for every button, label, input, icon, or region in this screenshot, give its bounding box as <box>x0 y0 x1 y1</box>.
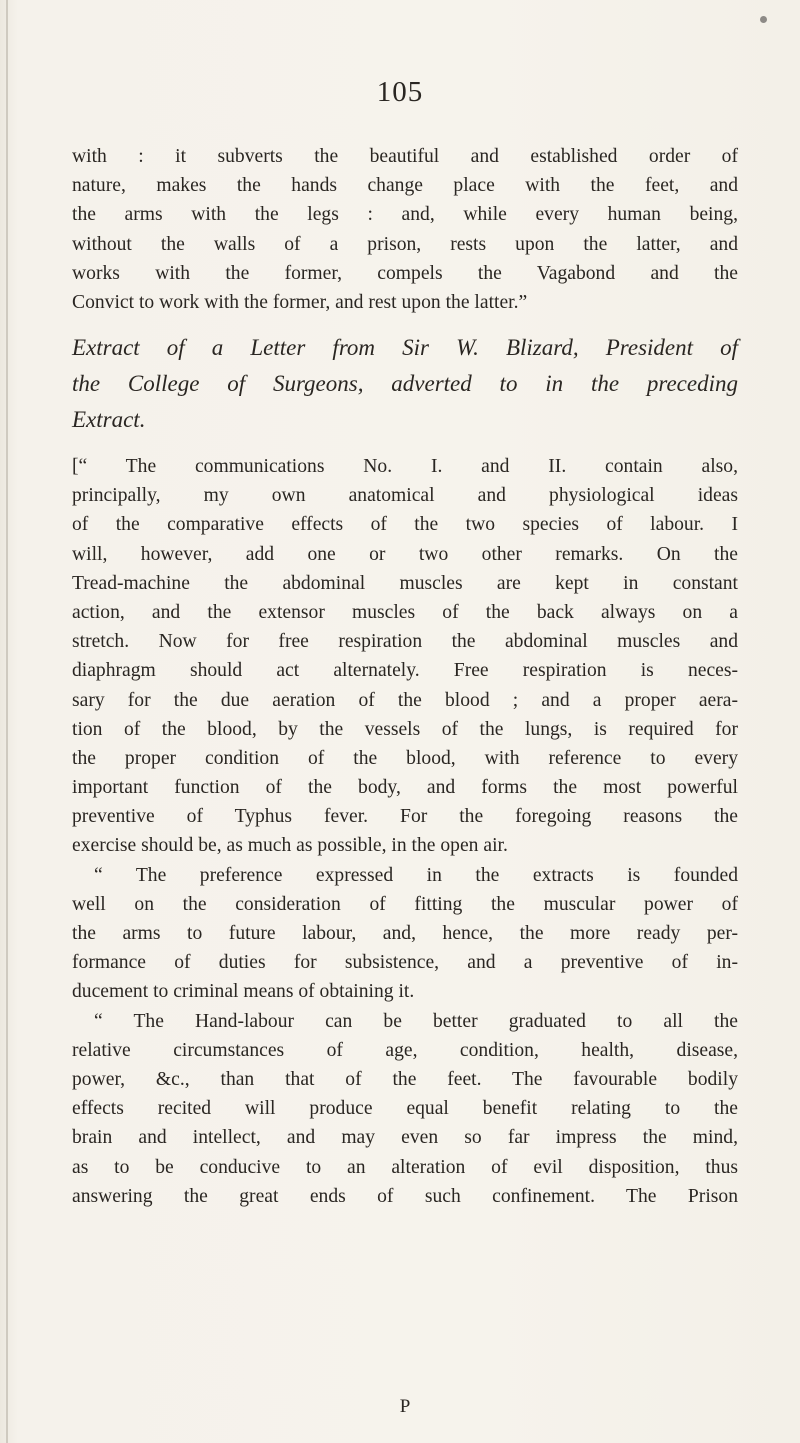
text-line: the arms with the legs : and, while every human being, <box>72 204 738 226</box>
section-heading <box>72 330 738 438</box>
text-line: ducement to criminal means of obtaining it. <box>72 981 415 1003</box>
text-line: preventive of Typhus fever. For the foregoing reasons the <box>72 806 738 828</box>
text-line: formance of duties for subsistence, and a preventive of in- <box>72 952 738 974</box>
text-line: tion of the blood, by the vessels of the lungs, is required for <box>72 718 738 740</box>
text-line: the arms to future labour, and, hence, the more ready per- <box>72 923 738 944</box>
text-line: nature, makes the hands change place with the feet, and <box>72 175 738 197</box>
text-line: with : it subverts the beautiful and established order of <box>72 146 738 167</box>
paragraph-opening <box>72 142 738 317</box>
page-edge-shadow <box>6 0 8 1443</box>
letter-body <box>72 452 738 1211</box>
text-line: “ The preference expressed in the extracts is founded <box>94 864 738 886</box>
text-line: exercise should be, as much as possible, in the open air. <box>72 835 508 857</box>
text-line: answering the great ends of such confinement. The Prison <box>72 1185 738 1207</box>
text-line: the proper condition of the blood, with reference to every <box>72 747 738 769</box>
catchword: P <box>399 1396 411 1417</box>
text-line: important function of the body, and forms the most powerful <box>72 777 738 799</box>
text-line: Tread-machine the abdominal muscles are kept in constant <box>72 572 738 594</box>
page-number: 105 <box>376 76 424 108</box>
text-line: diaphragm should act alternately. Free respiration is neces- <box>72 660 738 682</box>
text-line: action, and the extensor muscles of the back always on a <box>72 601 738 623</box>
ink-spot <box>760 16 767 23</box>
text-line: Convict to work with the former, and rest upon the latter.” <box>72 291 528 313</box>
text-line: will, however, add one or two other remarks. On the <box>72 543 738 565</box>
text-line: of the comparative effects of the two species of labour. I <box>72 514 738 536</box>
text-line: effects recited will produce equal benefit relating to the <box>72 1098 738 1120</box>
text-line: power, &c., than that of the feet. The favourable bodily <box>72 1068 738 1090</box>
text-line: sary for the due aeration of the blood ; and a proper aera- <box>72 689 738 711</box>
heading-line: Extract of a Letter from Sir W. Blizard, President of <box>72 335 738 360</box>
text-line: principally, my own anatomical and physiological ideas <box>72 485 738 507</box>
heading-line: Extract. <box>72 407 146 432</box>
text-line: brain and intellect, and may even so far impress the mind, <box>72 1127 738 1149</box>
heading-line: the College of Surgeons, adverted to in the preceding <box>72 371 738 396</box>
text-line: well on the consideration of fitting the muscular power of <box>72 893 738 915</box>
text-line: without the walls of a prison, rests upon the latter, and <box>72 233 738 255</box>
text-line: relative circumstances of age, condition, health, disease, <box>72 1039 738 1061</box>
text-line: “ The Hand-labour can be better graduated to all the <box>94 1010 738 1032</box>
text-line: stretch. Now for free respiration the abdominal muscles and <box>72 631 738 653</box>
text-line: as to be conducive to an alteration of evil disposition, thus <box>72 1156 738 1178</box>
text-line: [“ The communications No. I. and II. contain also, <box>72 456 738 477</box>
text-line: works with the former, compels the Vagabond and the <box>72 262 738 284</box>
